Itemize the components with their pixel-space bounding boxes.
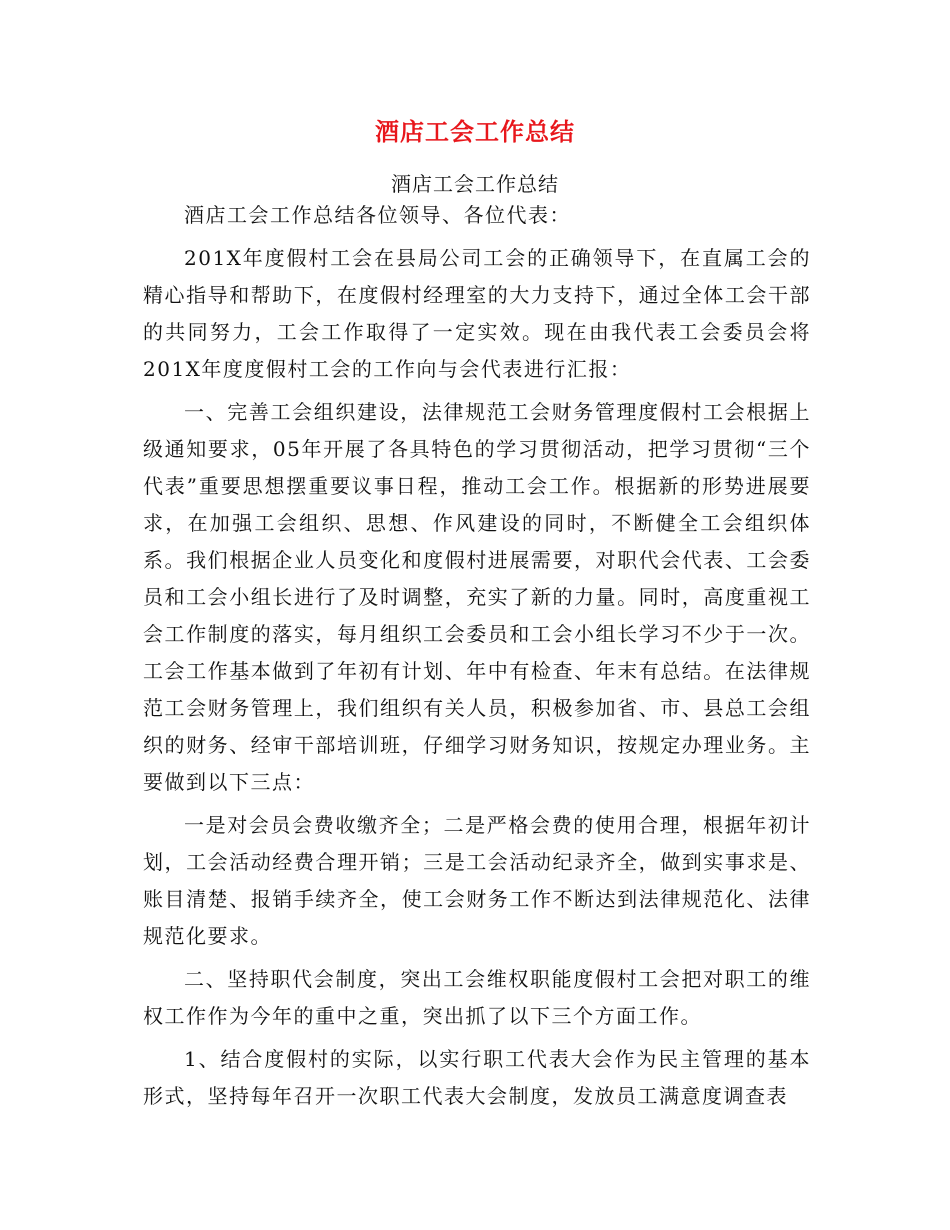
paragraph-three-points: 一是对会员会费收缴齐全；二是严格会费的使用合理，根据年初计划，工会活动经费合理开销；三是工会活动纪录齐全，做到实事求是、账目清楚、报销手续齐全，使工会财务工作不断达到法律规范化、法律规范化要求。: [143, 813, 811, 948]
paragraph-intro: 201X年度假村工会在县局公司工会的正确领导下，在直属工会的精心指导和帮助下，在度假村经理室的大力支持下，通过全体工会干部的共同努力，工会工作取得了一定实效。现在由我代表工会委员会将201X年度度假村工会的工作向与会代表进行汇报：: [143, 246, 811, 381]
document-title: 酒店工会工作总结: [375, 118, 575, 146]
paragraph-section-one: 一、完善工会组织建设，法律规范工会财务管理度假村工会根据上级通知要求，05年开展了各具特色的学习贯彻活动，把学习贯彻“三个代表”重要思想摆重要议事日程，推动工会工作。根据新的形势进展要求，在加强工会组织、思想、作风建设的同时，不断健全工会组织体系。我们根据企业人员变化和度假村进展需要，对职代会代表、工会委员和工会小组长进行了及时调整，充实了新的力量。同时，高度重视工会工作制度的落实，每月组织工会委员和工会小组长学习不少于一次。工会工作基本做到了年初有计划、年中有检查、年末有总结。在法律规范工会财务管理上，我们组织有关人员，积极参加省、市、县总工会组织的财务、经审干部培训班，仔细学习财务知识，按规定办理业务。主要做到以下三点：: [143, 400, 811, 794]
paragraph-section-two: 二、坚持职代会制度，突出工会维权职能度假村工会把对职工的维权工作作为今年的重中之重，突出抓了以下三个方面工作。: [143, 967, 811, 1028]
document-body: [143, 197, 811, 1121]
paragraph-item-one: 1、结合度假村的实际，以实行职工代表大会作为民主管理的基本形式，坚持每年召开一次职工代表大会制度，发放员工满意度调查表: [143, 1047, 811, 1108]
paragraph-salutation: 酒店工会工作总结各位领导、各位代表：: [184, 203, 571, 227]
document-subtitle: 酒店工会工作总结: [391, 172, 559, 196]
